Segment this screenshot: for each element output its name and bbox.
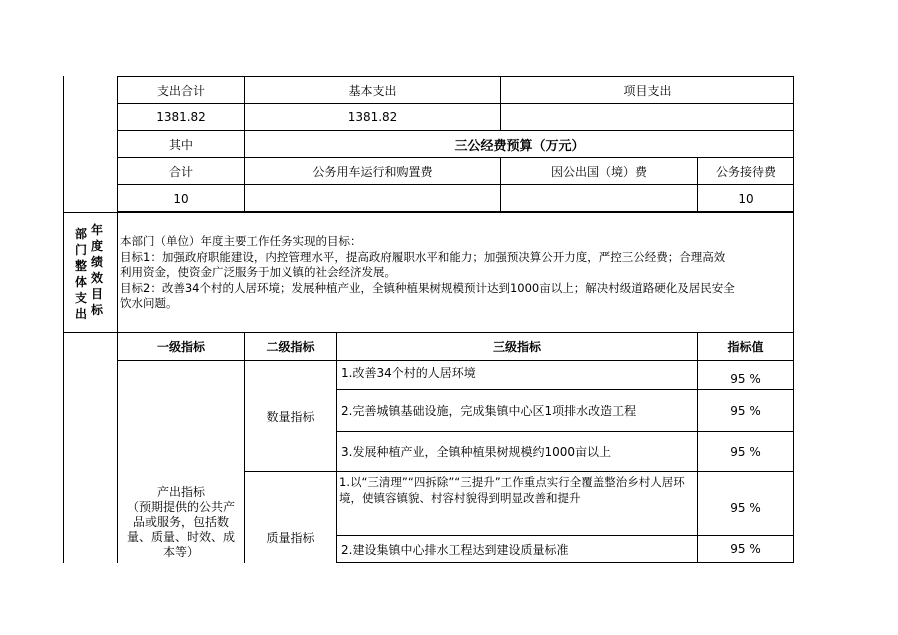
goals-label-char: 整 — [74, 259, 87, 273]
table-left-border — [63, 76, 64, 563]
ind-header-level2: 二级指标 — [266, 340, 315, 354]
three-public-title: 三公经费预算（万元） — [454, 138, 585, 154]
group-name-quantity: 数量指标 — [266, 409, 315, 424]
ind-header-level3: 三级指标 — [492, 340, 541, 354]
goals-label-char: 度 — [90, 239, 103, 253]
goals-label-char: 目 — [90, 287, 103, 301]
row-divider — [336, 562, 794, 563]
goals-label-char: 门 — [74, 243, 87, 257]
three-public-reception-value: 10 — [738, 191, 754, 206]
goals-label-char: 年 — [90, 223, 103, 237]
three-public-abroad-value — [501, 185, 697, 212]
budget-sub-label: 其中 — [168, 137, 193, 152]
indicator-value: 95 % — [730, 372, 761, 386]
three-public-reception-header: 公务接待费 — [715, 164, 776, 179]
goals-label-char: 效 — [90, 271, 103, 285]
three-public-vehicle-header: 公务用车运行和购置费 — [312, 164, 433, 179]
goals-line: 利用资金，使资金广泛服务于加义镇的社会经济发展。 — [120, 265, 396, 279]
goals-label-divider — [117, 212, 118, 332]
budget-basic-value: 1381.82 — [347, 110, 398, 124]
indicator-text: 2.完善城镇基础设施，完成集镇中心区1项排水改造工程 — [341, 404, 637, 418]
indicator-value: 95 % — [730, 500, 761, 515]
goals-label-char: 出 — [74, 307, 87, 321]
indicator-value: 95 % — [730, 403, 761, 418]
indicator-text: 1.以“三清理”“四拆除”“三提升”工作重点实行全覆盖整治乡村人居环境，使镇容镇貌、村容村貌得到明显改善和提升 — [339, 475, 685, 505]
goals-label-char: 部 — [74, 227, 87, 241]
indicator-value: 95 % — [730, 444, 761, 459]
goals-line: 目标2：改善34个村的人居环境；发展种植产业，全镇种植果树规模预计达到1000亩以上；解决村级道路硬化及居民安全 — [120, 280, 735, 295]
output-indicator-label — [120, 485, 242, 560]
indicator-text: 1.改善34个村的人居环境 — [341, 366, 476, 380]
three-public-total-value: 10 — [173, 191, 189, 206]
goals-line: 饮水问题。 — [120, 296, 178, 310]
output-indicator-desc: （预期提供的公共产品或服务，包括数量、质量、时效、成本等） — [126, 500, 235, 559]
goals-line: 目标1：加强政府职能建设，内控管理水平，提高政府履职水平和能力；加强预决算公开力度，严控三公经费；合理高效 — [120, 249, 726, 264]
ind-header-level1: 一级指标 — [156, 340, 205, 354]
three-public-total-header: 合计 — [168, 164, 193, 179]
budget-total-header: 支出合计 — [156, 83, 205, 98]
goals-label-char: 绩 — [90, 255, 103, 269]
indicator-value: 95 % — [730, 542, 761, 556]
goals-right-border — [793, 212, 794, 332]
ind-divider-l1 — [117, 332, 118, 563]
indicator-text: 3.发展种植产业，全镇种植果树规模约1000亩以上 — [341, 445, 611, 459]
goals-label — [70, 222, 114, 322]
budget-total-value: 1381.82 — [156, 110, 206, 124]
budget-project-header: 项目支出 — [623, 83, 672, 98]
goals-text — [120, 234, 792, 312]
goals-label-char: 体 — [74, 275, 87, 289]
goals-top-border — [63, 212, 794, 213]
budget-basic-header: 基本支出 — [348, 83, 397, 98]
ind-right-border — [793, 332, 794, 563]
output-indicator-title: 产出指标 — [156, 485, 205, 499]
three-public-vehicle-value — [245, 185, 500, 212]
goals-label-char: 支 — [74, 291, 87, 305]
indicator-text: 2.建设集镇中心排水工程达到建设质量标准 — [341, 542, 569, 557]
goals-line: 本部门（单位）年度主要工作任务实现的目标： — [120, 234, 362, 248]
budget-project-value — [501, 104, 794, 130]
three-public-abroad-header: 因公出国（境）费 — [550, 164, 647, 179]
group-name-quality: 质量指标 — [266, 531, 315, 545]
goals-label-char: 标 — [90, 303, 103, 317]
ind-header-value: 指标值 — [727, 340, 764, 354]
